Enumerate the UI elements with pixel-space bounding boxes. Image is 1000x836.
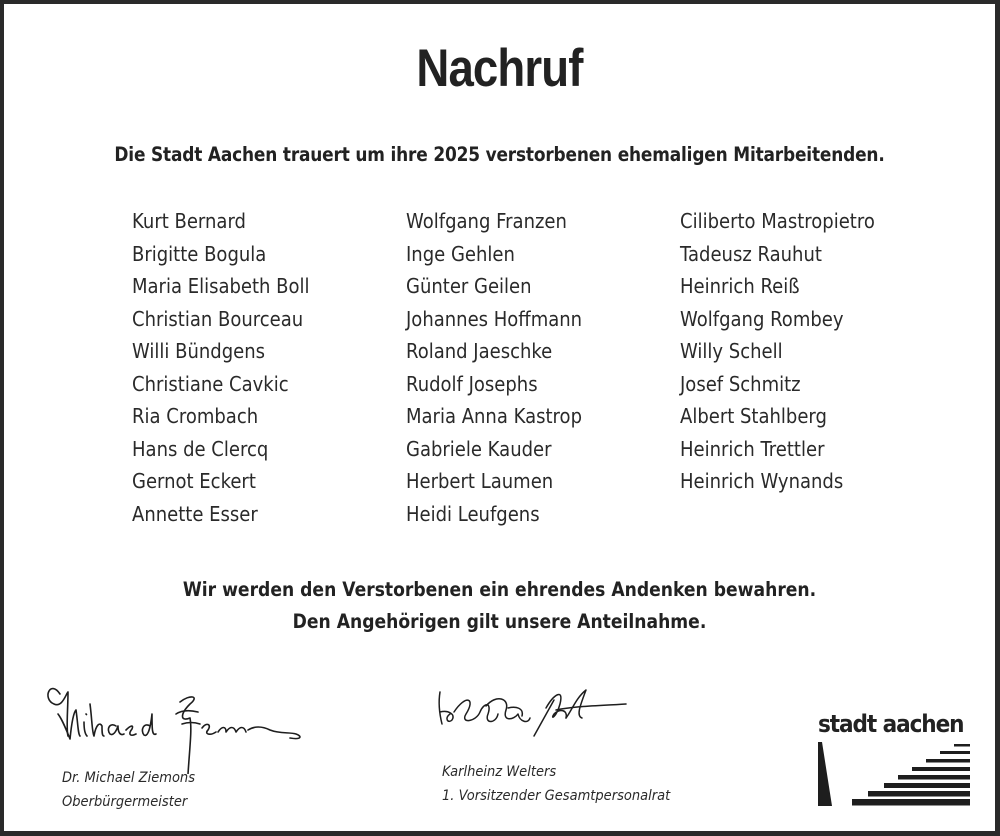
list-item: Johannes Hoffmann <box>406 306 583 331</box>
list-item: Gabriele Kauder <box>406 436 552 461</box>
list-item: Rudolf Josephs <box>406 371 538 396</box>
list-item: Herbert Laumen <box>406 469 554 493</box>
signature-block-council <box>436 684 671 804</box>
list-item: Heidi Leufgens <box>406 501 540 526</box>
signatory-role: 1. Vorsitzender Gesamtpersonalrat <box>442 788 671 804</box>
list-item: Albert Stahlberg <box>680 404 827 428</box>
page-title: Nachruf <box>416 39 583 98</box>
list-item: Maria Elisabeth Boll <box>132 274 310 298</box>
list-item: Christiane Cavkic <box>132 371 289 396</box>
names-column-2 <box>406 205 602 530</box>
list-item: Brigitte Bogula <box>132 241 267 266</box>
signature-block-mayor <box>40 674 310 810</box>
list-item: Heinrich Wynands <box>680 469 844 493</box>
signature-icon <box>436 684 656 754</box>
list-item: Inge Gehlen <box>406 241 515 266</box>
list-item: Wolfgang Rombey <box>680 306 844 331</box>
list-item: Roland Jaeschke <box>406 339 553 363</box>
list-item: Gernot Eckert <box>132 469 256 493</box>
logo-text: stadt aachen <box>818 710 964 738</box>
list-item: Willy Schell <box>680 339 783 363</box>
signature-icon <box>40 674 310 774</box>
signatory-role: Oberbürgermeister <box>62 794 188 810</box>
list-item: Josef Schmitz <box>680 371 801 396</box>
logo-stripes-icon <box>816 740 976 808</box>
list-item: Willi Bündgens <box>132 339 266 363</box>
list-item: Kurt Bernard <box>132 209 246 233</box>
closing-statement <box>4 574 995 638</box>
closing-line-1: Wir werden den Verstorbenen ein ehrendes Andenken bewahren. <box>182 578 817 601</box>
list-item: Christian Bourceau <box>132 306 304 331</box>
list-item: Wolfgang Franzen <box>406 209 567 233</box>
names-column-3 <box>680 205 897 498</box>
closing-line-2: Den Angehörigen gilt unsere Anteilnahme. <box>292 610 707 633</box>
subtitle: Die Stadt Aachen trauert um ihre 2025 verstorbenen ehemaligen Mitarbeitenden. <box>114 143 885 166</box>
list-item: Ciliberto Mastropietro <box>680 209 875 233</box>
signatory-name: Dr. Michael Ziemons <box>62 770 196 786</box>
list-item: Heinrich Trettler <box>680 436 825 461</box>
list-item: Tadeusz Rauhut <box>680 241 822 266</box>
list-item: Hans de Clercq <box>132 436 269 461</box>
list-item: Annette Esser <box>132 501 258 526</box>
list-item: Heinrich Reiß <box>680 274 800 298</box>
names-column-1 <box>132 205 329 530</box>
list-item: Ria Crombach <box>132 404 259 428</box>
signatory-name: Karlheinz Welters <box>442 764 557 780</box>
stadt-aachen-logo <box>816 712 976 812</box>
obituary-notice <box>4 4 995 831</box>
list-item: Maria Anna Kastrop <box>406 404 582 428</box>
list-item: Günter Geilen <box>406 274 532 298</box>
